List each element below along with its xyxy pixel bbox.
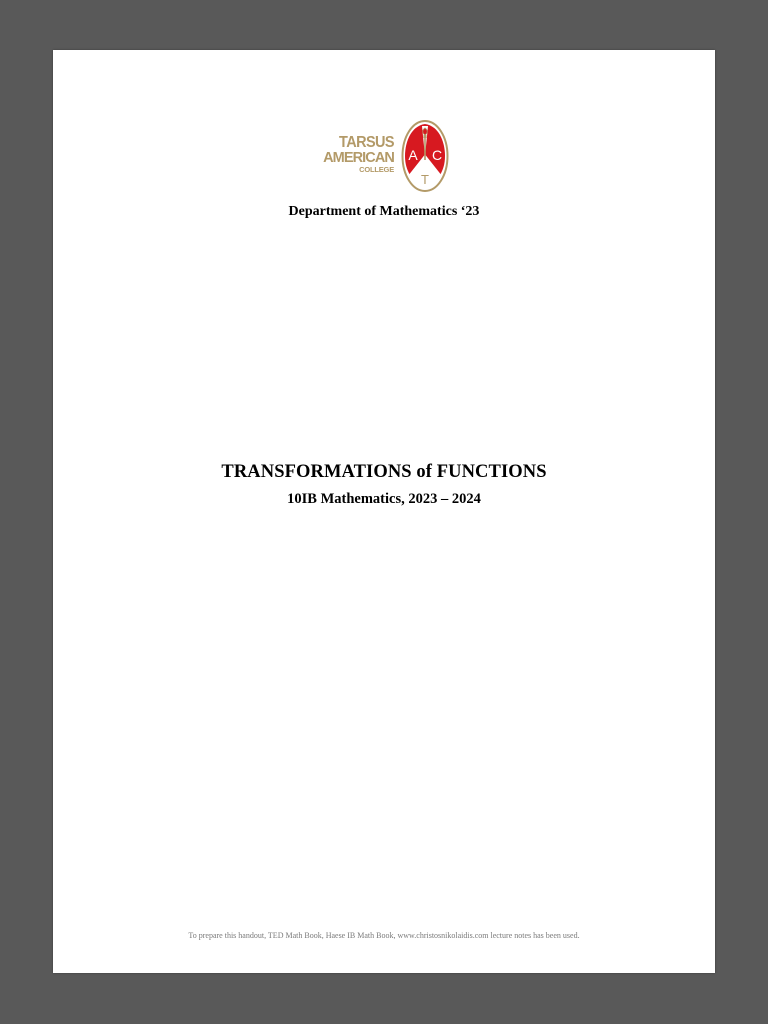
department-heading: Department of Mathematics ‘23 <box>288 204 480 219</box>
document-page <box>53 50 715 973</box>
logo-line-2: AMERICAN <box>323 149 394 166</box>
logo-line-1: TARSUS <box>339 134 394 152</box>
document-subtitle: 10IB Mathematics, 2023 – 2024 <box>287 491 481 507</box>
logo-line-3: COLLEGE <box>359 165 394 174</box>
logo-wordmark <box>317 136 394 174</box>
seal-letter-c: C <box>431 147 443 163</box>
school-logo <box>317 120 453 192</box>
seal-letter-t: T <box>421 172 429 187</box>
document-title: TRANSFORMATIONS of FUNCTIONS <box>221 462 547 482</box>
footer-note: To prepare this handout, TED Math Book, Haese IB Math Book, www.christosnikolaidis.com lecture notes has been used. <box>188 931 580 940</box>
act-seal-icon <box>401 120 449 192</box>
seal-letter-a: A <box>408 147 418 163</box>
